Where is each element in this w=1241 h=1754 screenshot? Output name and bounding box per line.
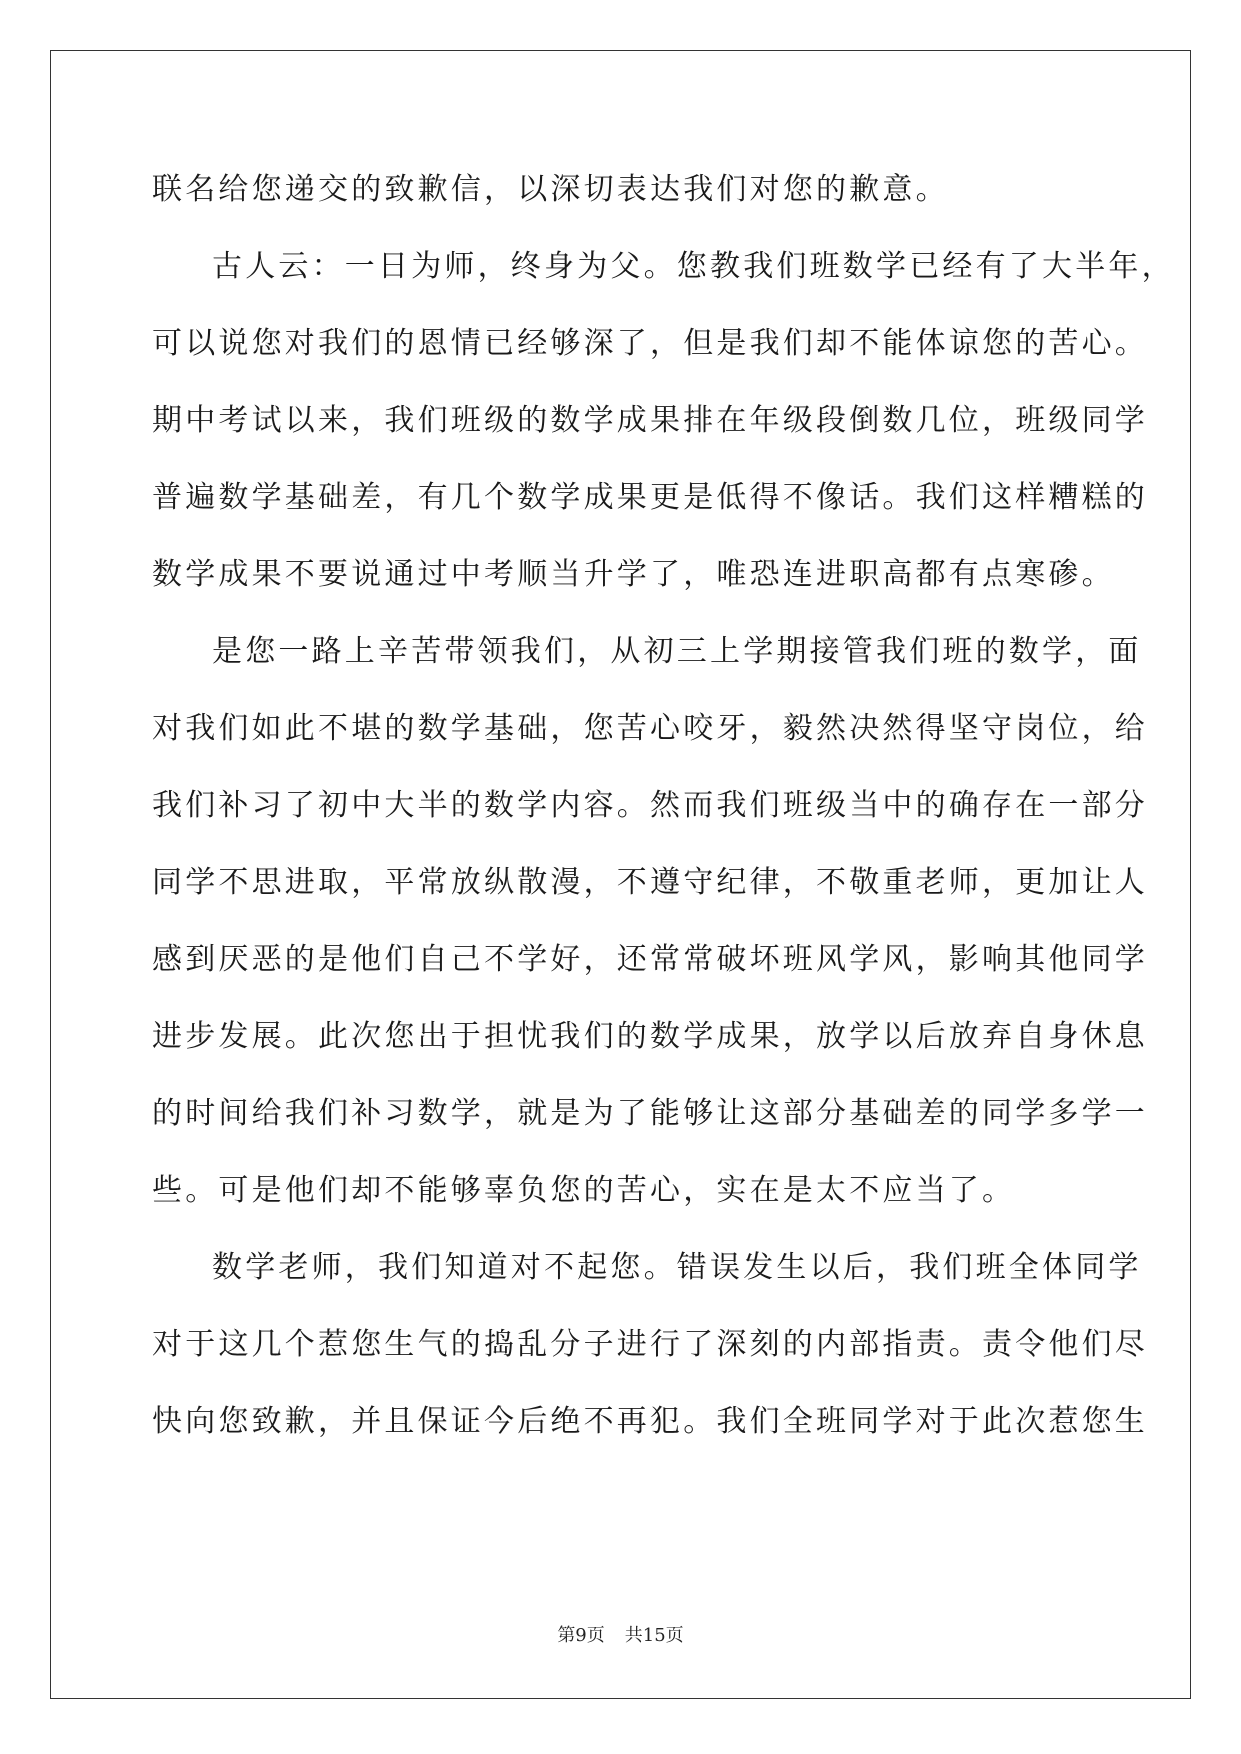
text-line: 感到厌恶的是他们自己不学好，还常常破坏班风学风，影响其他同学 [152,942,1148,977]
text-line: 可以说您对我们的恩情已经够深了，但是我们却不能体谅您的苦心。 [152,326,1148,361]
paragraph-start-line: 是您一路上辛苦带领我们，从初三上学期接管我们班的数学，面 [212,634,1142,669]
text-line: 普遍数学基础差，有几个数学成果更是低得不像话。我们这样糟糕的 [152,480,1148,515]
text-line: 对于这几个惹您生气的捣乱分子进行了深刻的内部指责。责令他们尽 [152,1327,1148,1362]
paragraph-start-line: 古人云：一日为师，终身为父。您教我们班数学已经有了大半年， [212,249,1175,284]
page-number: 第9页 [557,1625,605,1646]
text-line: 数学成果不要说通过中考顺当升学了，唯恐连进职高都有点寒碜。 [152,557,1115,592]
text-line: 些。可是他们却不能够辜负您的苦心，实在是太不应当了。 [152,1173,1016,1208]
page-total: 共15页 [624,1625,684,1646]
text-line: 期中考试以来，我们班级的数学成果排在年级段倒数几位，班级同学 [152,403,1148,438]
text-line: 对我们如此不堪的数学基础，您苦心咬牙，毅然决然得坚守岗位，给 [152,711,1148,746]
text-line: 同学不思进取，平常放纵散漫，不遵守纪律，不敬重老师，更加让人 [152,865,1148,900]
text-line: 的时间给我们补习数学，就是为了能够让这部分基础差的同学多学一 [152,1096,1148,1131]
text-line: 快向您致歉，并且保证今后绝不再犯。我们全班同学对于此次惹您生 [152,1404,1148,1439]
text-line: 进步发展。此次您出于担忧我们的数学成果，放学以后放弃自身休息 [152,1019,1148,1054]
page-footer [0,1621,1241,1647]
text-line: 我们补习了初中大半的数学内容。然而我们班级当中的确存在一部分 [152,788,1148,823]
paragraph-start-line: 数学老师，我们知道对不起您。错误发生以后，我们班全体同学 [212,1250,1142,1285]
text-line: 联名给您递交的致歉信，以深切表达我们对您的歉意。 [152,172,949,207]
